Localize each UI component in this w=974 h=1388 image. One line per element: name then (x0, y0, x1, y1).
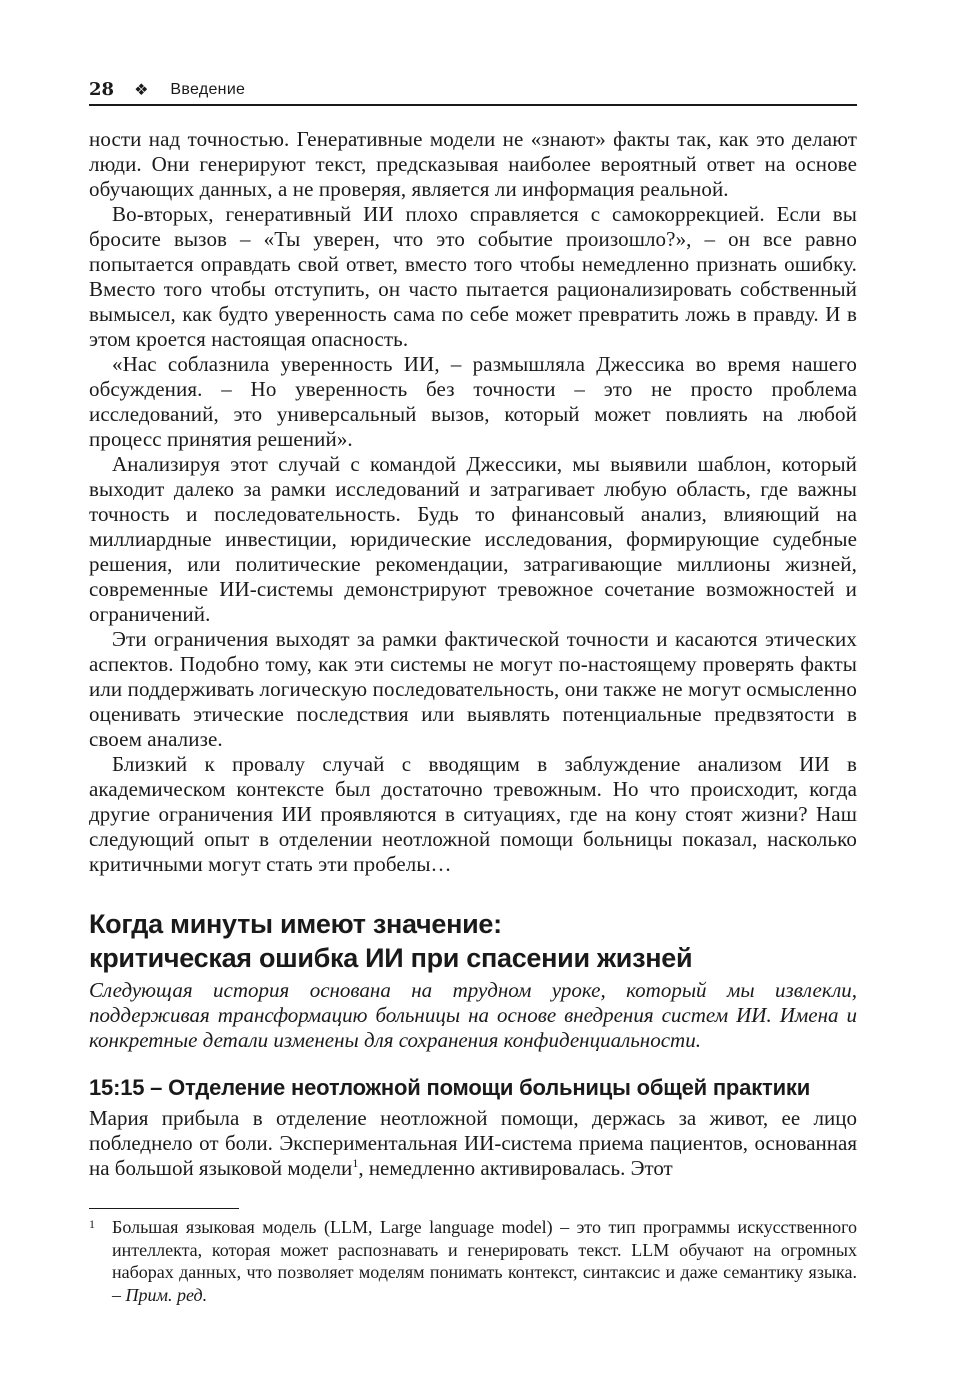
body-text (89, 127, 857, 877)
footnote-body (112, 1216, 857, 1306)
chapter-title-line1: Когда минуты имеют значение: (89, 909, 502, 939)
chapter-heading (89, 907, 857, 975)
footnote-text: Большая языковая модель (LLM, Large language model) – это тип программы искусственного интеллекта, которая может распознавать и генерировать текст. LLM обучают на огромных наборах данных, что позволяет моделям понимать контекст, синтаксис и даже семантику языка. – (112, 1217, 857, 1305)
ornament-icon: ❖ (134, 80, 149, 99)
paragraph: Близкий к провалу случай с вводящим в заблуждение анализом ИИ в академическом контексте был достаточно тревожным. Но что происходит, когда другие ограничения ИИ проявляются в ситуациях, где на кону стоят жизни? Наш следующий опыт в отделении неотложной помощи больницы показал, насколько критичными могут стать эти пробелы… (89, 752, 857, 876)
subsection-body (89, 1106, 857, 1181)
text-before-ref: Мария прибыла в отделение неотложной помощи, держась за живот, ее лицо побледнело от боли. Экспериментальная ИИ-система приема пациентов, основанная на большой языковой модели (89, 1106, 857, 1180)
paragraph: Во-вторых, генеративный ИИ плохо справляется с самокоррекцией. Если вы бросите вызов – «Ты уверен, что это событие произошло?», – он все равно попытается оправдать свой ответ, вместо того чтобы немедленно признать ошибку. Вместо того чтобы отступить, он часто пытается рационализировать собственный вымысел, как будто уверенность сама по себе может превратить ложь в правду. И в этом кроется настоящая опасность. (89, 202, 857, 351)
footnote-divider (89, 1208, 239, 1209)
book-page (89, 76, 857, 1306)
subsection-heading: 15:15 – Отделение неотложной помощи больницы общей практики (89, 1075, 811, 1100)
editor-note: Прим. ред. (125, 1284, 208, 1305)
paragraph: «Нас соблазнила уверенность ИИ, – размышляла Джессика во время нашего обсуждения. – Но уверенность без точности – это не просто проблема исследований, это универсальный вызов, который может повлиять на любой процесс принятия решений». (89, 352, 857, 451)
chapter-title-line2: критическая ошибка ИИ при спасении жизней (89, 943, 693, 973)
footnote-ref[interactable]: 1 (352, 1156, 359, 1170)
page-number: 28 (89, 79, 115, 100)
paragraph: Анализируя этот случай с командой Джессики, мы выявили шаблон, который выходит далеко за рамки исследований и затрагивает любую область, где важны точность и последовательность. Будь то финансовый анализ, влияющий на миллиардные инвестиции, юридические исследования, формирующие судебные решения, или политические рекомендации, затрагивающие миллионы жизней, современные ИИ-системы демонстрируют тревожное сочетание возможностей и ограничений. (89, 452, 857, 626)
footnote-number: 1 (89, 1217, 95, 1231)
chapter-intro: Следующая история основана на трудном уроке, который мы извлекли, поддерживая трансформацию больницы на основе внедрения систем ИИ. Имена и конкретные детали изменены для сохранения конфиденциальности. (89, 978, 857, 1052)
paragraph (89, 1106, 857, 1181)
section-title: Введение (170, 80, 246, 98)
running-header (89, 76, 857, 106)
paragraph: ности над точностью. Генеративные модели не «знают» факты так, как это делают люди. Они генерируют текст, предсказывая наиболее вероятный ответ на основе обучающих данных, а не проверяя, является ли информация реальной. (89, 127, 857, 201)
paragraph: Эти ограничения выходят за рамки фактической точности и касаются этических аспектов. Подобно тому, как эти системы не могут по-настоящему проверять факты или поддерживать логическую последовательность, они также не могут осмысленно оценивать этические последствия или выявлять потенциальные предвзятости в своем анализе. (89, 627, 857, 751)
text-after-ref: , немедленно активировалась. Этот (358, 1156, 673, 1180)
footnote (89, 1216, 857, 1306)
